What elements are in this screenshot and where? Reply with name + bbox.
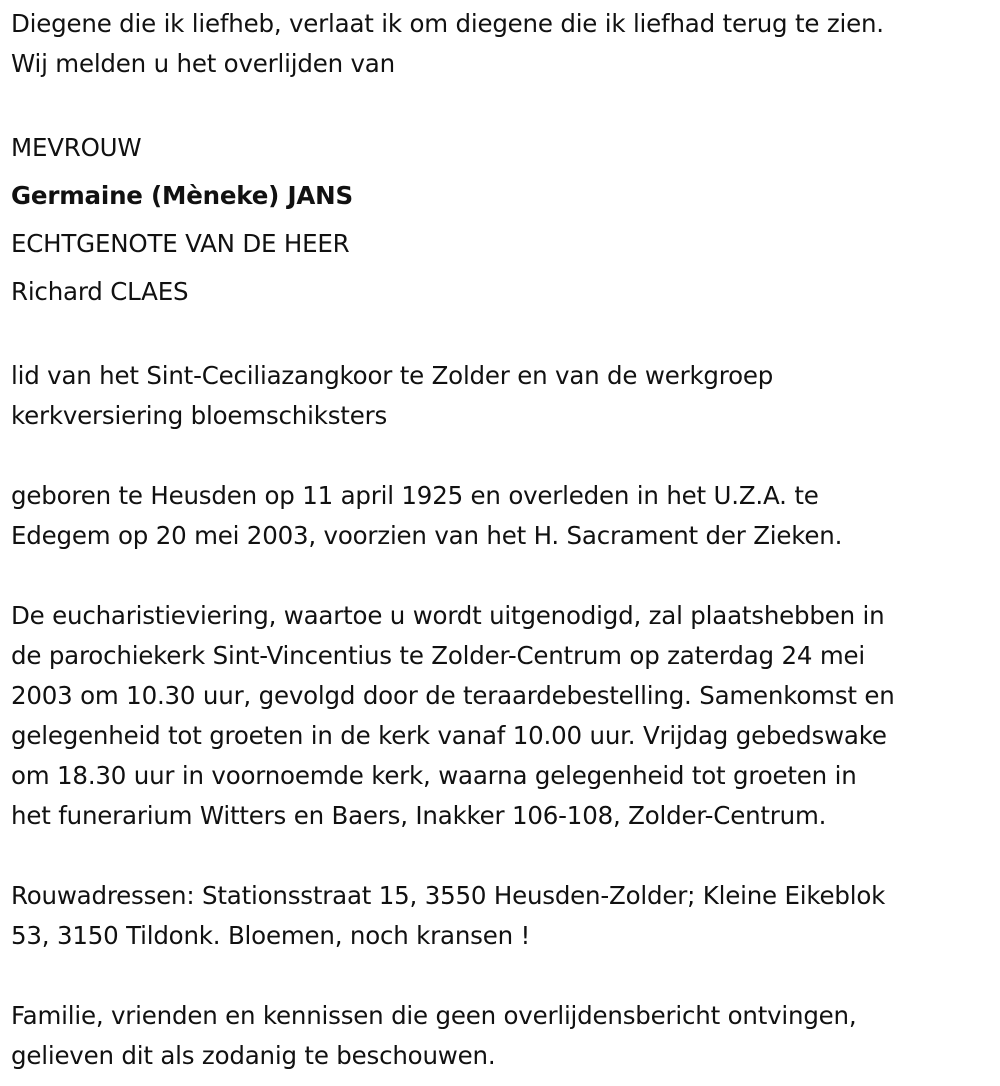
ceremony-line: De eucharistieviering, waartoe u wordt uitgenodigd, zal plaatshebben in	[11, 601, 885, 630]
address-line: 53, 3150 Tildonk. Bloemen, noch kransen !	[11, 921, 531, 950]
intro-announcement: Wij melden u het overlijden van	[11, 49, 395, 78]
birth-death-line: Edegem op 20 mei 2003, voorzien van het H. Sacrament der Zieken.	[11, 521, 843, 550]
addresses-section	[11, 876, 991, 956]
membership-section	[11, 356, 991, 436]
intro-quote: Diegene die ik liefheb, verlaat ik om diegene die ik liefhad terug te zien.	[11, 9, 884, 38]
closing-section	[11, 996, 991, 1076]
closing-line: gelieven dit als zodanig te beschouwen.	[11, 1041, 496, 1070]
deceased-name: Germaine (Mèneke) JANS	[11, 181, 353, 210]
ceremony-line: het funerarium Witters en Baers, Inakker 106-108, Zolder-Centrum.	[11, 801, 827, 830]
membership-line: lid van het Sint-Ceciliazangkoor te Zolder en van de werkgroep	[11, 361, 774, 390]
closing-line: Familie, vrienden en kennissen die geen overlijdensbericht ontvingen,	[11, 1001, 857, 1030]
spouse-name: Richard CLAES	[11, 277, 189, 306]
deceased-title: MEVROUW	[11, 133, 142, 162]
birth-death-line: geboren te Heusden op 11 april 1925 en overleden in het U.Z.A. te	[11, 481, 819, 510]
ceremony-section	[11, 596, 991, 836]
deceased-section	[11, 124, 991, 316]
spouse-prefix: ECHTGENOTE VAN DE HEER	[11, 229, 350, 258]
death-notice	[11, 4, 991, 1076]
birth-death-section	[11, 476, 991, 556]
intro-section	[11, 4, 991, 84]
ceremony-line: gelegenheid tot groeten in de kerk vanaf 10.00 uur. Vrijdag gebedswake	[11, 721, 887, 750]
ceremony-line: 2003 om 10.30 uur, gevolgd door de teraardebestelling. Samenkomst en	[11, 681, 895, 710]
ceremony-line: om 18.30 uur in voornoemde kerk, waarna gelegenheid tot groeten in	[11, 761, 857, 790]
membership-line: kerkversiering bloemschiksters	[11, 401, 388, 430]
ceremony-line: de parochiekerk Sint-Vincentius te Zolder-Centrum op zaterdag 24 mei	[11, 641, 865, 670]
address-line: Rouwadressen: Stationsstraat 15, 3550 Heusden-Zolder; Kleine Eikeblok	[11, 881, 886, 910]
